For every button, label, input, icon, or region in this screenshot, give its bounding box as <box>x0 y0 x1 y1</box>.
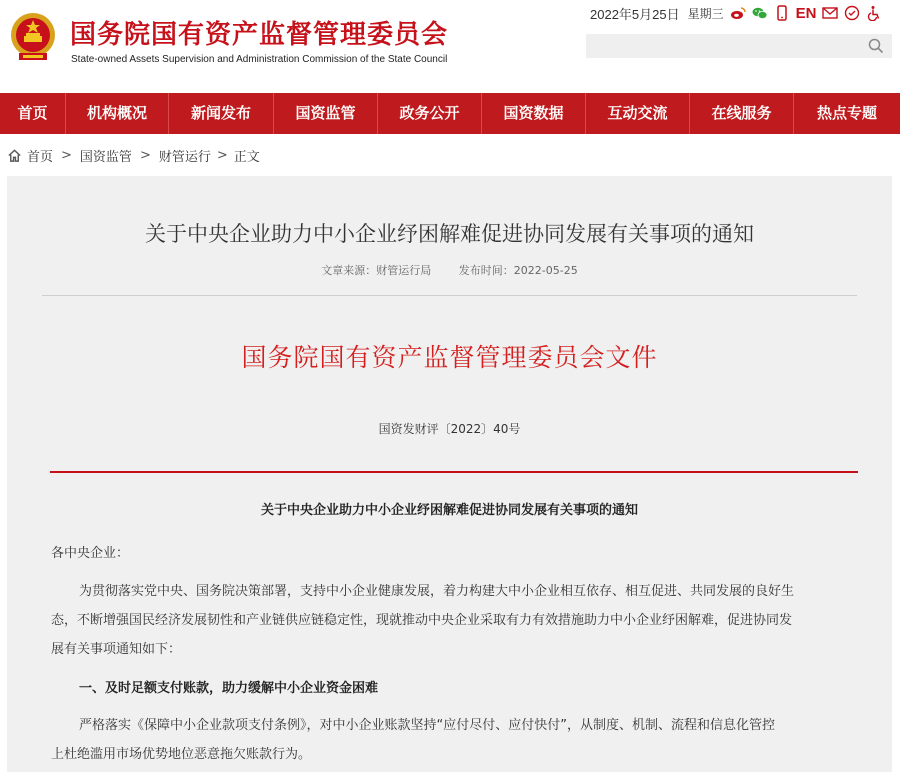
search-box <box>586 34 892 58</box>
divider <box>42 295 857 296</box>
breadcrumb-home[interactable]: 首页 <box>27 149 54 165</box>
english-version-link[interactable]: EN <box>795 4 817 22</box>
wechat-icon[interactable] <box>752 5 768 21</box>
accessibility-icon[interactable] <box>866 5 882 21</box>
document-header: 国务院国有资产监督管理委员会文件 <box>241 343 658 372</box>
national-emblem-icon[interactable] <box>9 11 57 63</box>
site-title[interactable]: 国务院国有资产监督管理委员会 <box>70 20 449 50</box>
breadcrumb-current: 正文 <box>233 149 260 165</box>
breadcrumb-separator: > <box>216 147 228 163</box>
main-nav <box>0 93 900 134</box>
paragraph-line: 严格落实《保障中小企业款项支付条例》，对中小企业账款坚持“应付尽付、应付快付”，从制度、机制、流程和信息化管控 <box>79 718 775 733</box>
section-heading: 一、及时足额支付账款，助力缓解中小企业资金困难 <box>79 681 379 696</box>
article-publish-time: 发布时间：2022-05-25 <box>458 264 578 277</box>
paragraph-line: 为贯彻落实党中央、国务院决策部署，支持中小企业健康发展，着力构建大中小企业相互依存、相互促进、共同发展的良好生 <box>79 584 795 599</box>
article-panel <box>7 176 892 772</box>
nav-item-home[interactable]: 首页 <box>0 93 66 134</box>
nav-item-online-service[interactable]: 在线服务 <box>690 93 794 134</box>
nav-item-supervision[interactable]: 国资监管 <box>274 93 378 134</box>
current-date: 2022年5月25日 <box>590 6 680 22</box>
paragraph-line: 上杜绝滥用市场优势地位恶意拖欠账款行为。 <box>51 747 312 762</box>
breadcrumb-supervision[interactable]: 国资监管 <box>79 149 132 165</box>
nav-item-about[interactable]: 机构概况 <box>66 93 169 134</box>
paragraph-line: 展有关事项通知如下： <box>51 642 182 657</box>
notice-title: 关于中央企业助力中小企业纾困解难促进协同发展有关事项的通知 <box>260 503 638 518</box>
article-meta <box>7 262 892 278</box>
paragraph-section1 <box>51 711 859 769</box>
nav-item-data[interactable]: 国资数据 <box>482 93 586 134</box>
search-icon[interactable] <box>868 38 884 54</box>
mail-icon[interactable] <box>822 5 838 21</box>
weibo-icon[interactable] <box>730 5 746 21</box>
article-title: 关于中央企业助力中小企业纾困解难促进协同发展有关事项的通知 <box>145 222 754 246</box>
search-input[interactable] <box>592 37 856 57</box>
breadcrumb <box>7 145 260 165</box>
paragraph-line: 态，不断增强国民经济发展韧性和产业链供应链稳定性，现就推动中央企业采取有力有效措施助力中小企业纾困解难，促进协同发 <box>51 613 793 628</box>
nav-item-hot-topics[interactable]: 热点专题 <box>816 104 877 122</box>
mobile-icon[interactable] <box>774 5 790 21</box>
top-utility-bar <box>590 3 882 23</box>
salutation: 各中央企业： <box>51 546 130 561</box>
nav-item-news[interactable]: 新闻发布 <box>169 93 274 134</box>
article-source: 文章来源：财管运行局 <box>321 264 432 277</box>
breadcrumb-finance-ops[interactable]: 财管运行 <box>158 149 211 165</box>
current-weekday: 星期三 <box>687 6 724 21</box>
seal-icon[interactable] <box>844 5 860 21</box>
breadcrumb-separator: > <box>61 147 72 163</box>
red-divider <box>50 471 858 473</box>
site-header <box>0 0 900 93</box>
home-icon[interactable] <box>7 148 22 163</box>
nav-item-interaction[interactable]: 互动交流 <box>586 93 690 134</box>
site-title-en: State-owned Assets Supervision and Administration Commission of the State Council <box>71 54 448 65</box>
paragraph-intro <box>51 577 859 664</box>
breadcrumb-separator: > <box>139 147 151 163</box>
nav-item-gov-affairs[interactable]: 政务公开 <box>378 93 482 134</box>
document-number: 国资发财评〔2022〕40号 <box>378 422 521 436</box>
